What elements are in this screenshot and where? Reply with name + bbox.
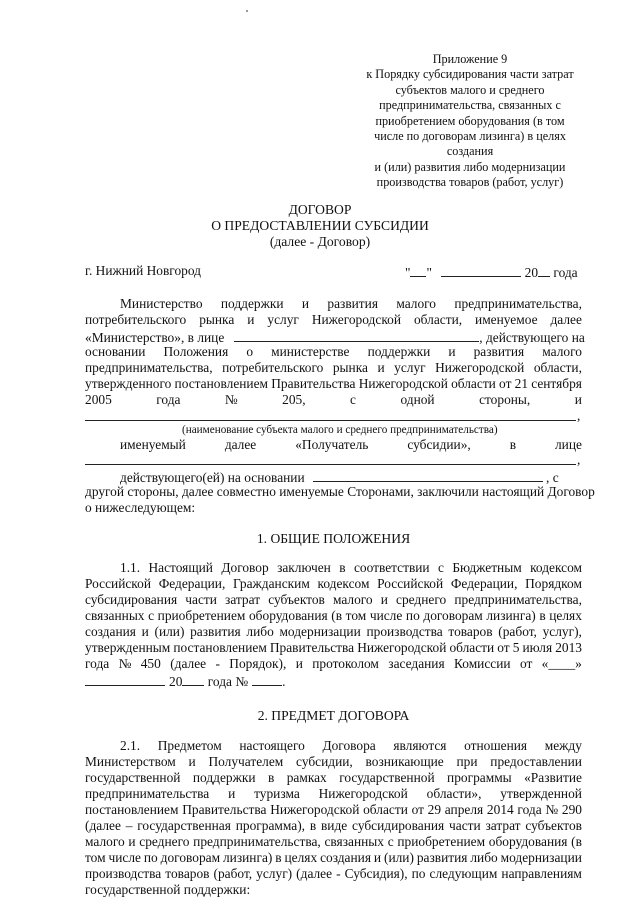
text-word: далее [550,312,582,327]
text-word: (или) [154,624,185,639]
s2-line [85,754,582,770]
text-word: апреля [444,802,484,817]
text-word: Российской [85,576,151,591]
text-word: 2013 [555,640,582,655]
text-word: области», [426,786,482,801]
appendix-line: и (или) развития либо модернизации [374,159,566,174]
text-word: затрат [485,818,521,833]
protocol-year-blank [182,672,204,686]
text-word: приобретением [397,834,486,849]
text-word: субсидирования [352,818,445,833]
text-word: Министерством [85,754,176,769]
para1-line [120,296,582,312]
section1-heading: 1. ОБЩИЕ ПОЛОЖЕНИЯ [256,531,411,546]
text-word: и [380,592,388,607]
text-word: утвержденной [500,786,582,801]
text-word: производства [85,866,162,881]
text-word: малого [332,592,373,607]
text-word: производства [366,624,443,639]
text-word: области, [533,360,582,375]
text-word: 5 [512,640,520,655]
text-word: затрат [225,592,261,607]
protocol-number-blank [252,672,282,686]
text-word: связанных [324,834,384,849]
text-word: услуг [394,360,426,375]
para1-line: о нижеследующем: [85,500,196,515]
text-word: июля [522,640,553,655]
s2-line [85,850,582,866]
text-word: № [118,656,132,671]
text-word: с [148,608,155,623]
text-word: министерстве [271,344,350,359]
text-word: товаров [448,624,493,639]
text-word: государственная [137,818,231,833]
text-word: являются [393,738,447,753]
protocol-month-blank [85,672,165,686]
s2-line [85,866,582,882]
text-word: развития [190,624,241,639]
text-word: возникающие [365,754,444,769]
text-word: , действующего на [479,330,585,345]
text-word: (в [571,834,582,849]
s1-line [85,608,582,624]
text-word: года № [207,674,249,689]
text-word: (далее [296,866,333,881]
text-word: Правительства [182,802,267,817]
text-word: товаров [165,866,210,881]
text-word: и [247,312,255,327]
s1-line [120,560,582,576]
text-word: части [449,818,481,833]
text-word: услуг) [256,866,293,881]
text-word: «____» [541,656,582,671]
appendix-line: предпринимательства, связанных с [379,98,561,113]
text-word: сентября [531,376,582,391]
text-word: с [387,834,394,849]
scan-dot [246,10,248,12]
text-word: среднего [139,834,190,849]
appendix-line: создания [446,144,494,159]
text-word: между [544,738,582,753]
text-word: и [141,624,149,639]
text-word: года [517,802,542,817]
text-word: Правительства [269,640,355,655]
basis-blank [313,468,543,482]
s1-line [85,672,285,690]
recipient-representative-blank [85,464,576,465]
text-word: «Получатель [295,437,369,452]
text-word: при [456,754,478,769]
text-word: следующим [429,866,498,881]
appendix-block [355,52,585,191]
text-word: целях [284,850,318,865]
text-word: Договора [322,738,376,753]
text-word: договорам [423,608,483,623]
text-word: и [301,296,310,311]
text-word: именуемое [475,312,538,327]
text-word: создания [85,624,136,639]
text-word: по [143,850,158,865]
text-word: 2005 [85,392,112,407]
text-word: оборудования [488,834,568,849]
s1-line [85,592,582,608]
text-word: 205, [282,392,306,407]
appendix-line: числе по договорам лизинга) в целях [374,129,566,144]
text-word: услуг), [542,624,582,639]
text-word: лизинга) [222,850,273,865]
text-word: . [282,674,286,689]
text-word: Нижегородской [270,802,360,817]
text-word: 290 [561,802,582,817]
text-word: № [545,802,559,817]
text-word: предпринимательства, [454,592,582,607]
s2-line [120,738,582,754]
text-word: 29 [427,802,442,817]
text-word: развития [416,850,468,865]
text-word: 21 [514,376,529,391]
text-word: отношения [464,738,528,753]
text-word: (далее [85,818,121,833]
year-suffix: года [553,265,578,280]
text-word: одной [400,392,435,407]
text-word: Федерации, [158,576,226,591]
year-prefix: 20 [524,265,539,280]
text-word: программы [447,770,512,785]
text-word: в [275,850,282,865]
text-word: рынка [199,312,235,327]
para1-line [85,392,582,408]
text-word: государственной [85,770,181,785]
text-word: - [215,656,220,671]
text-word: предпринимательства [85,786,210,801]
text-word: предоставлении [490,754,582,769]
text-word: рамках [286,770,327,785]
text-word: Нижегородской [318,786,408,801]
doc-title: ДОГОВОР [288,202,352,217]
text-word: Получателем [208,754,284,769]
representative-blank [234,328,479,342]
text-word: субсидии», [407,437,471,452]
text-word: 1.1. [120,560,141,575]
text-word: области [451,376,496,391]
text-word: предпринимательства, [454,296,582,311]
text-word: от [499,376,512,391]
text-word: Предметом [157,738,222,753]
text-word: оборудования [248,608,328,623]
s2-line [85,770,582,786]
text-word: виде [320,818,348,833]
text-word: Министерство [120,296,203,311]
text-word: Порядок), [229,656,287,671]
year-blank [538,263,550,277]
text-word: стороны, [479,392,531,407]
text-word: от [519,656,533,671]
text-word: заседания [388,656,445,671]
text-word: поддержки [367,344,431,359]
text-word: Субсидия), [344,866,408,881]
text-word: государственной [339,770,435,785]
text-word: том [85,850,106,865]
text-word: постановлением [173,640,267,655]
text-word: в [509,437,517,452]
text-word: (далее [170,656,207,671]
text-word: Порядком [525,576,582,591]
text-word: Настоящий [148,560,213,575]
comma: , [577,408,581,423]
text-word: в [267,770,275,785]
text-word: кодексом [530,560,582,575]
text-word: числе [108,850,141,865]
appendix-line: Приложение 9 [432,52,508,66]
para1-line [85,376,582,392]
quote-open: " [405,265,411,280]
text-word: области, [413,312,463,327]
text-word: Нижегородской [435,360,525,375]
text-word: кодексом [317,576,370,591]
text-word: года [156,392,181,407]
s2-line [85,786,582,802]
text-word: Гражданским [233,576,310,591]
s1-line [85,640,582,656]
text-word: и [228,786,236,801]
text-word: утвержденным [85,640,171,655]
text-word: года [85,656,110,671]
text-word: протоколом [312,656,379,671]
text-word: Бюджетным [452,560,522,575]
text-word: 20 [169,674,183,689]
para1-line [85,360,582,376]
doc-subtitle: О ПРЕДОСТАВЛЕНИИ СУБСИДИИ [211,218,429,233]
text-word: – [125,818,133,833]
text-word: 450 [140,656,161,671]
text-word: (работ, [498,624,537,639]
text-word: Нижегородской [358,376,448,391]
text-word: с [350,392,356,407]
city: г. Нижний Новгород [85,263,201,278]
date-line [405,263,578,281]
text-word: малого [396,296,437,311]
text-word: субсидирования [85,592,178,607]
text-word: от [497,640,510,655]
text-word: - [336,866,341,881]
text-word: услуг [267,312,299,327]
text-word: области [449,640,495,655]
text-word: и [188,754,196,769]
text-word: модернизации [279,624,361,639]
para1-line [85,344,582,360]
text-word: в [309,818,317,833]
text-word: создания [320,850,371,865]
text-word: (в [331,608,343,623]
s2-line [85,818,582,834]
text-word: действующего(ей) на основании [120,470,305,485]
text-word: субъектов [525,818,582,833]
text-word: Положения [163,344,229,359]
text-word: именуемый [120,437,186,452]
s2-line [85,802,582,818]
text-word: и [377,360,385,375]
recipient-caption: (наименование субъекта малого и среднего предпринимательства) [182,424,498,436]
text-word: области [363,802,408,817]
text-word: (работ, [213,866,253,881]
appendix-line: приобретением оборудования (в том [375,113,565,128]
text-word: малого [85,834,125,849]
s1-line [85,576,582,592]
para1-line [85,312,582,328]
text-word: поддержки [192,770,256,785]
text-word: и [574,392,582,407]
text-word: «Министерство», в лице [85,330,225,345]
text-word: в [339,560,346,575]
text-word: Нижегородской [357,640,447,655]
s2-line: государственной поддержки: [85,882,251,897]
text-word: постановлением [85,802,179,817]
text-word: далее [224,437,257,452]
comma: , [577,452,581,467]
text-word: рынка [332,360,368,375]
text-word: и [373,850,382,865]
text-word: либо [246,624,274,639]
text-word: № [224,392,238,407]
text-word: утвержденного [85,376,172,391]
text-word: части [185,592,217,607]
text-word: предпринимательства, [193,834,321,849]
text-word: поддержки [220,296,284,311]
para1-line [120,437,582,453]
text-word: либо [470,850,498,865]
text-word: малого [542,344,582,359]
text-word: среднего [396,592,447,607]
text-word: заключен [277,560,331,575]
text-word: (или) [383,850,414,865]
text-word: Федерации, [450,576,518,591]
text-word: потребительского [85,312,187,327]
text-word: целях [549,608,582,623]
quote-close: " [426,265,432,280]
para1-line: другой стороны, далее совместно именуемые Сторонами, заключили настоящий Договор [85,484,595,499]
text-word: основании [85,344,146,359]
text-word: развития [327,296,378,311]
text-word: от [411,802,424,817]
text-word: связанных [85,608,145,623]
text-word: договорам [160,850,221,865]
text-word: субъектов [268,592,325,607]
text-word: Нижегородской [311,312,402,327]
text-word: и [128,834,136,849]
text-word: настоящего [239,738,305,753]
text-word: о [246,344,254,359]
text-word: Договор [221,560,269,575]
text-word: лизинга) [486,608,536,623]
text-word: предпринимательства, [85,360,213,375]
s2-line [85,834,582,850]
text-word: и [295,656,303,671]
text-word: и [448,344,456,359]
text-word: программа), [235,818,306,833]
appendix-line: производства товаров (работ, услуг) [376,175,564,190]
month-blank [441,263,521,277]
text-word: с [438,560,444,575]
text-word: субсидии, [296,754,353,769]
text-word: , с [546,470,559,485]
text-word: постановлением [174,376,269,391]
s1-line [85,624,582,640]
text-word: соответствии [353,560,430,575]
recipient-name-blank [85,420,576,421]
text-word: 2.1. [120,738,141,753]
text-word: развития [473,344,525,359]
appendix-line: субъектов малого и среднего [395,82,545,97]
day-blank [410,263,426,277]
text-word: числе [369,608,403,623]
text-word: Правительства [271,376,356,391]
text-word: приобретением [157,608,246,623]
text-word: лице [555,437,582,452]
doc-note: (далее - Договор) [269,234,371,249]
text-word: 2014 [486,802,514,817]
text-word: том [345,608,367,623]
text-word: по [405,608,420,623]
text-word: туризма [254,786,300,801]
text-word: «Развитие [524,770,582,785]
text-word: в [539,608,546,623]
section2-heading: 2. ПРЕДМЕТ ДОГОВОРА [257,708,410,723]
text-word: по [411,866,426,881]
text-word: направлениям [501,866,582,881]
text-word: потребительского [222,360,324,375]
text-word: Комиссии [454,656,511,671]
text-word: модернизации [500,850,582,865]
s1-line [85,656,582,672]
text-word: Российской [377,576,444,591]
appendix-line: к Порядку субсидирования части затрат [366,67,574,82]
